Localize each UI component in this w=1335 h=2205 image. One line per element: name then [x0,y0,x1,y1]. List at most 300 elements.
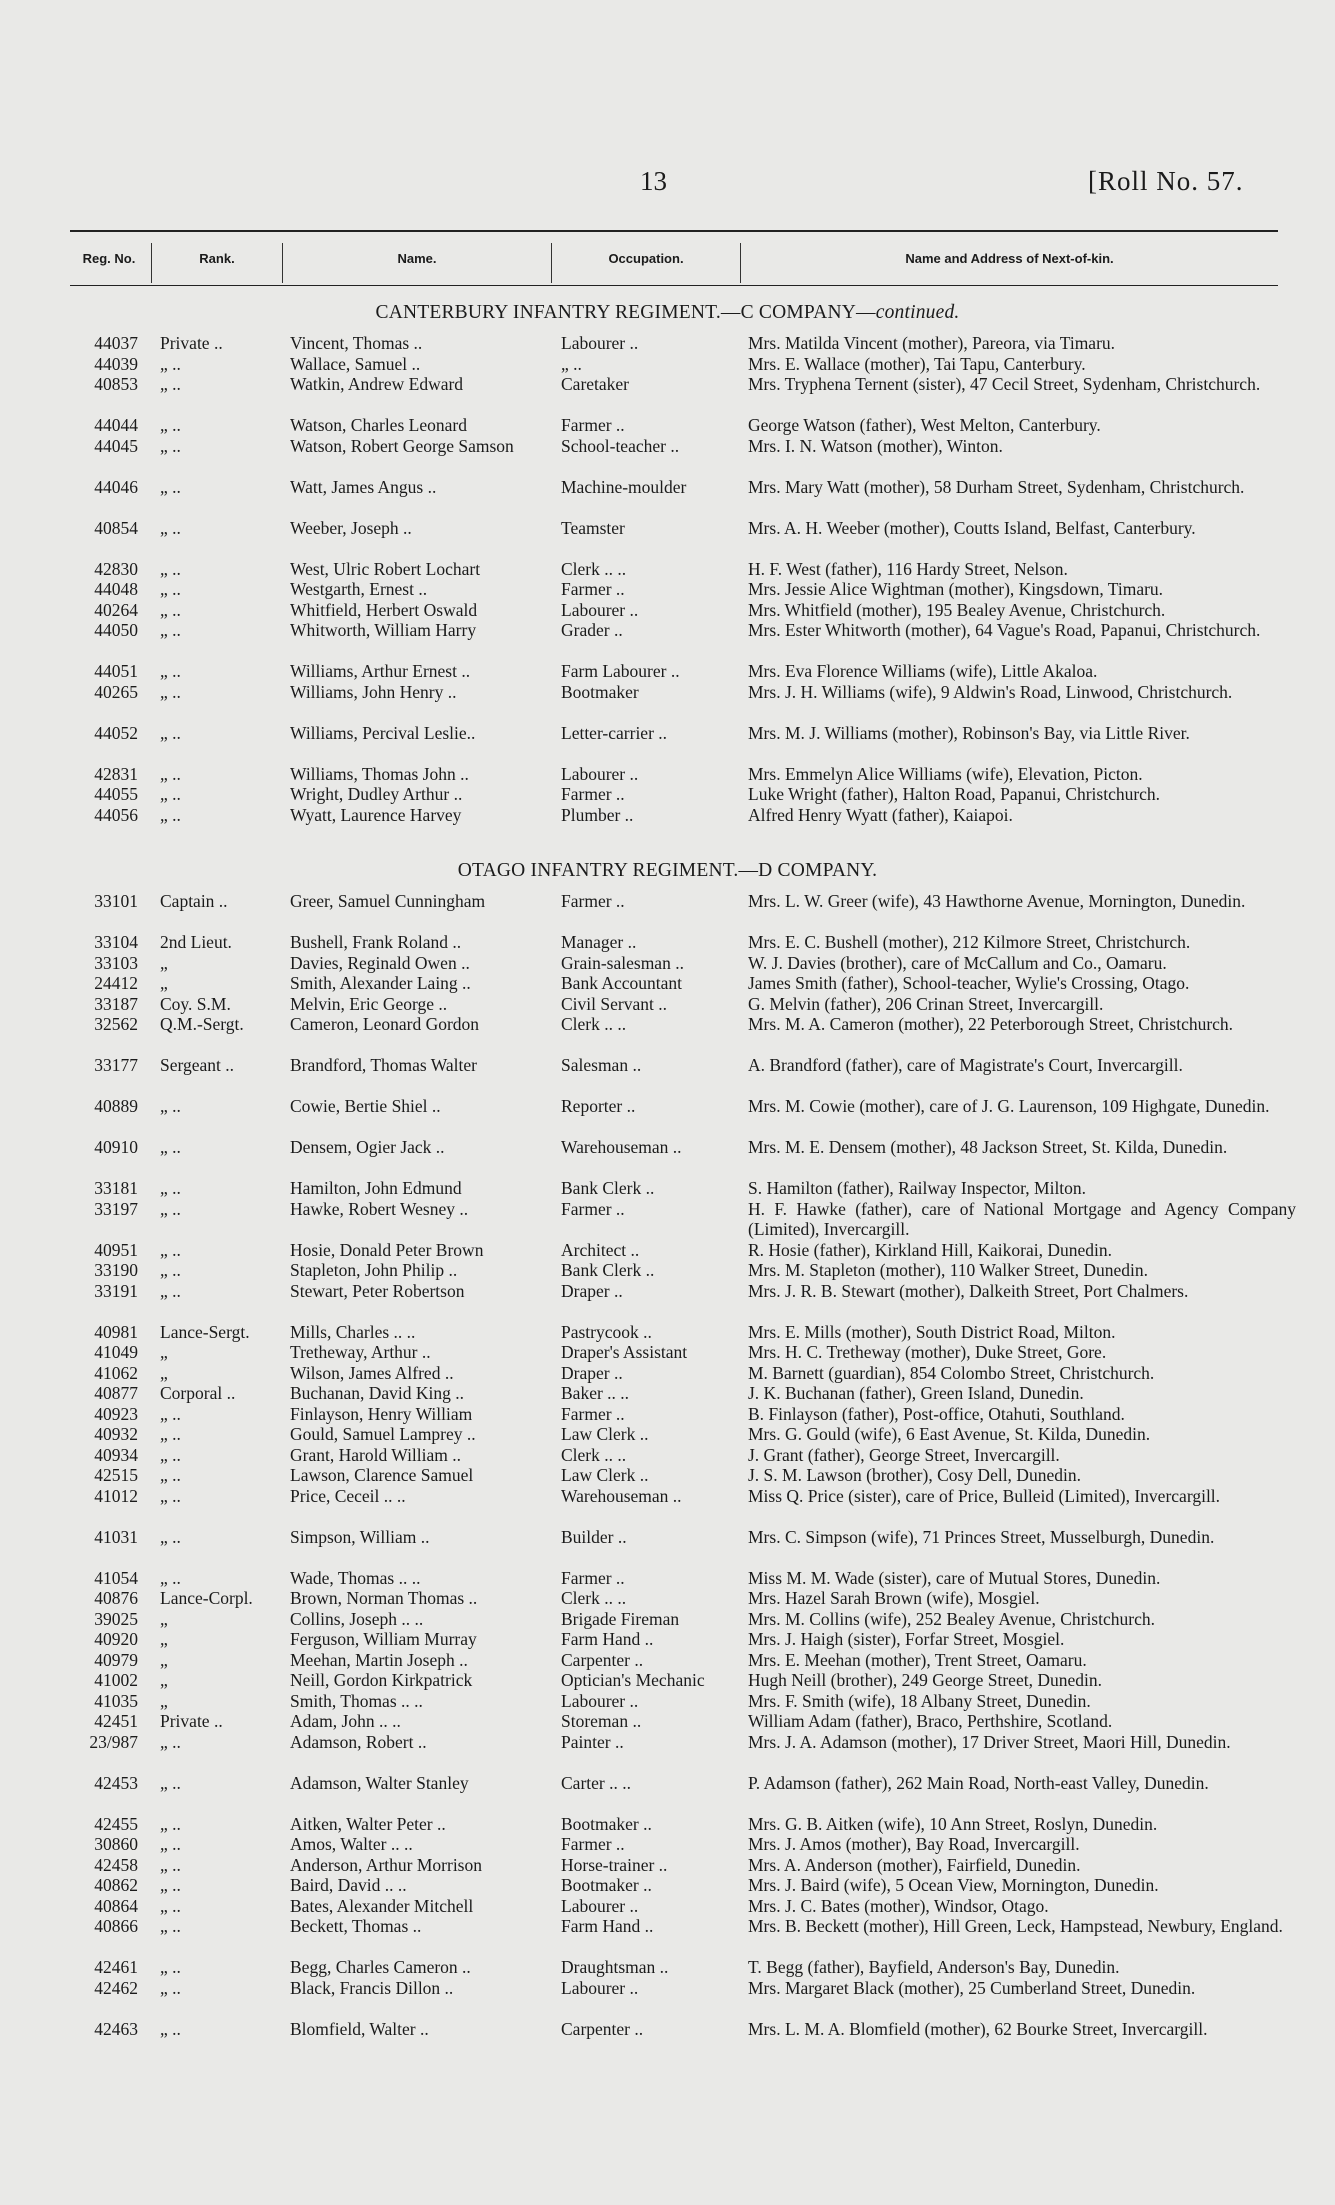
entry-name: Densem, Ogier Jack .. [290,1137,445,1157]
entry-name: Blomfield, Walter .. [290,2018,429,2039]
entry-occupation: Civil Servant .. [561,993,667,1014]
entry-rank: „ .. [160,722,181,743]
entry-name: Buchanan, David King .. [290,1383,464,1403]
entry-rank: „ [160,973,168,993]
entry-name: Williams, Arthur Ernest .. [290,661,471,681]
entry-occupation: „ .. [561,353,582,374]
entry-rank: Q.M.-Sergt. [160,1014,244,1034]
entry-rank: „ .. [160,2018,181,2039]
entry-reg-no: 41002 [94,1670,138,1690]
entry-next-of-kin: Mrs. J. Baird (wife), 5 Ocean View, Mornington, Dunedin. [748,1875,1159,1895]
entry-name: Watkin, Andrew Edward [290,374,464,394]
entry-name: Watt, James Angus .. [290,476,437,497]
entry-rank: „ .. [160,681,181,702]
entry-reg-no: 44051 [94,661,138,681]
entry-reg-no: 42453 [94,1772,138,1793]
entry-reg-no: 40866 [94,1916,138,1936]
entry-rank: „ .. [160,1957,181,1977]
entry-reg-no: 44039 [94,353,138,374]
entry-rank: „ .. [160,1854,181,1875]
entry-name: Wyatt, Laurence Harvey [290,804,462,825]
entry-reg-no: 40923 [94,1403,138,1424]
entry-next-of-kin: Mrs. Eva Florence Williams (wife), Little Akaloa. [748,661,1098,681]
entry-occupation: Salesman .. [561,1055,642,1075]
entry-next-of-kin: Mrs. Emmelyn Alice Williams (wife), Elevation, Picton. [748,763,1143,784]
entry-next-of-kin: Mrs. Jessie Alice Wightman (mother), Kingsdown, Timaru. [748,579,1164,599]
entry-next-of-kin: Miss Q. Price (sister), care of Price, Bulleid (Limited), Invercargill. [748,1485,1221,1506]
entry-rank: „ [160,1670,168,1690]
entry-next-of-kin: Mrs. H. C. Tretheway (mother), Duke Street, Gore. [748,1342,1107,1362]
entry-rank: „ .. [160,1403,181,1424]
entry-name: Watson, Charles Leonard [290,415,467,435]
entry-reg-no: 44055 [94,784,138,804]
entry-reg-no: 44048 [94,579,138,599]
entry-next-of-kin: Luke Wright (father), Halton Road, Papanui, Christchurch. [748,784,1161,804]
entry-rank: Captain .. [160,891,228,911]
entry-reg-no: 41049 [94,1342,138,1362]
entry-next-of-kin: M. Barnett (guardian), 854 Colombo Street, Christchurch. [748,1362,1155,1383]
entry-reg-no: 30860 [94,1834,138,1854]
entry-occupation: Law Clerk .. [561,1465,649,1485]
entry-name: Davies, Reginald Owen .. [290,952,470,973]
entry-rank: „ [160,952,168,973]
entry-occupation: Clerk .. .. [561,1588,627,1608]
entry-name: Wallace, Samuel .. [290,353,421,374]
entry-next-of-kin: Mrs. M. A. Cameron (mother), 22 Peterborough Street, Christchurch. [748,1014,1234,1034]
entry-rank: „ .. [160,1280,181,1301]
entry-next-of-kin: Miss M. M. Wade (sister), care of Mutual Stores, Dunedin. [748,1567,1161,1588]
entry-rank: „ .. [160,476,181,497]
entry-rank: „ .. [160,1260,181,1280]
entry-occupation: Carpenter .. [561,1649,644,1670]
entry-reg-no: 44052 [94,722,138,743]
entry-reg-no: 40979 [94,1649,138,1670]
entry-name: Grant, Harold William .. [290,1444,462,1465]
entry-next-of-kin: Mrs. A. H. Weeber (mother), Coutts Island, Belfast, Canterbury. [748,517,1196,538]
entry-next-of-kin: S. Hamilton (father), Railway Inspector, Milton. [748,1178,1087,1198]
entry-name: Baird, David .. .. [290,1875,407,1895]
entry-rank: „ .. [160,1198,181,1219]
entry-next-of-kin: Mrs. E. Wallace (mother), Tai Tapu, Canterbury. [748,353,1086,374]
entry-occupation: Machine-moulder [561,476,687,497]
entry-occupation: Warehouseman .. [561,1485,682,1506]
entry-name: Hawke, Robert Wesney .. [290,1198,469,1219]
entry-occupation: Labourer .. [561,1895,639,1916]
entry-occupation: Optician's Mechanic [561,1670,705,1690]
entry-reg-no: 44044 [94,415,138,435]
entry-occupation: Warehouseman .. [561,1137,682,1157]
entry-name: Simpson, William .. [290,1526,430,1547]
entry-next-of-kin: Mrs. Margaret Black (mother), 25 Cumberland Street, Dunedin. [748,1977,1196,1998]
entry-occupation: Farmer .. [561,1403,625,1424]
entry-occupation: Farmer .. [561,891,625,911]
header-next-of-kin: Name and Address of Next-of-kin. [905,251,1114,266]
entry-occupation: Draughtsman .. [561,1957,669,1977]
entry-occupation: Law Clerk .. [561,1424,649,1444]
entry-next-of-kin: Mrs. Tryphena Ternent (sister), 47 Cecil Street, Sydenham, Christchurch. [748,374,1261,394]
entry-occupation: Labourer .. [561,1690,639,1711]
entry-occupation: Pastrycook .. [561,1321,652,1342]
entry-rank: „ .. [160,1444,181,1465]
entry-rank: „ .. [160,620,181,640]
entry-name: Gould, Samuel Lamprey .. [290,1424,476,1444]
header-bottom-rule [70,285,1278,286]
entry-next-of-kin: Mrs. B. Beckett (mother), Hill Green, Leck, Hampstead, Newbury, England. [748,1916,1283,1936]
top-rule [70,230,1278,232]
entry-rank: „ .. [160,1916,181,1936]
entry-reg-no: 33177 [94,1055,138,1075]
entry-reg-no: 40862 [94,1875,138,1895]
entry-next-of-kin: Mrs. J. R. B. Stewart (mother), Dalkeith Street, Port Chalmers. [748,1280,1189,1301]
entry-rank: „ .. [160,1239,181,1260]
entry-next-of-kin: Mrs. L. M. A. Blomfield (mother), 62 Bourke Street, Invercargill. [748,2018,1208,2039]
entry-name: Smith, Thomas .. .. [290,1690,423,1711]
entry-name: Wright, Dudley Arthur .. [290,784,463,804]
entry-occupation: Grain-salesman .. [561,952,684,973]
entry-occupation: Farmer .. [561,1567,625,1588]
entry-name: Brown, Norman Thomas .. [290,1588,478,1608]
entry-reg-no: 44045 [94,435,138,456]
entry-occupation: Labourer .. [561,599,639,620]
entry-name: Price, Ceceil .. .. [290,1485,406,1506]
entry-next-of-kin: A. Brandford (father), care of Magistrate's Court, Invercargill. [748,1055,1183,1075]
header-name: Name. [397,251,437,266]
entry-occupation: Brigade Fireman [561,1608,680,1629]
entry-reg-no: 44050 [94,620,138,640]
entry-rank: Coy. S.M. [160,993,231,1014]
entry-reg-no: 42455 [94,1813,138,1834]
entry-occupation: Baker .. .. [561,1383,630,1403]
entry-next-of-kin: Mrs. J. C. Bates (mother), Windsor, Otago. [748,1895,1049,1916]
entry-reg-no: 41012 [94,1485,138,1506]
entry-name: Wade, Thomas .. .. [290,1567,421,1588]
entry-next-of-kin: J. K. Buchanan (father), Green Island, Dunedin. [748,1383,1084,1403]
entry-next-of-kin: Mrs. E. Meehan (mother), Trent Street, Oamaru. [748,1649,1087,1670]
section-title [0,302,1335,324]
entry-rank: Corporal .. [160,1383,236,1403]
entry-rank: „ .. [160,661,181,681]
roll-number: [Roll No. 57. [1088,166,1244,196]
entry-rank: „ .. [160,1895,181,1916]
entry-name: Stapleton, John Philip .. [290,1260,458,1280]
entry-occupation: Labourer .. [561,333,639,353]
entry-next-of-kin: Mrs. M. Collins (wife), 252 Bealey Avenue, Christchurch. [748,1608,1155,1629]
entry-reg-no: 41062 [94,1362,138,1383]
entry-next-of-kin: Mrs. Hazel Sarah Brown (wife), Mosgiel. [748,1588,1040,1608]
entry-rank: „ .. [160,517,181,538]
entry-occupation: Draper .. [561,1362,623,1383]
entry-rank: 2nd Lieut. [160,932,232,952]
entry-occupation: Painter .. [561,1731,624,1752]
entry-rank: „ .. [160,784,181,804]
entry-rank: „ [160,1362,168,1383]
entry-occupation: Farm Labourer .. [561,661,680,681]
entry-rank: „ .. [160,1834,181,1854]
entry-name: Ferguson, William Murray [290,1629,477,1649]
entry-reg-no: 42515 [94,1465,138,1485]
entry-name: Williams, Thomas John .. [290,763,469,784]
header-reg-no: Reg. No. [82,251,136,266]
entry-occupation: Bank Clerk .. [561,1260,655,1280]
entry-reg-no: 40981 [94,1321,138,1342]
entry-occupation: Teamster [561,517,625,538]
entry-rank: „ .. [160,435,181,456]
entry-rank: „ .. [160,763,181,784]
entry-next-of-kin: H. F. West (father), 116 Hardy Street, Nelson. [748,558,1068,579]
entry-reg-no: 40853 [94,374,138,394]
entry-occupation: Bank Clerk .. [561,1178,655,1198]
entry-next-of-kin: Mrs. M. E. Densem (mother), 48 Jackson Street, St. Kilda, Dunedin. [748,1137,1228,1157]
entry-name: Whitfield, Herbert Oswald [290,599,478,620]
entry-occupation: Clerk .. .. [561,1444,627,1465]
entry-reg-no: 42830 [94,558,138,579]
entry-occupation: Bootmaker .. [561,1875,652,1895]
entry-name: Lawson, Clarence Samuel [290,1465,474,1485]
entry-occupation: Carter .. .. [561,1772,631,1793]
entry-name: Cowie, Bertie Shiel .. [290,1096,441,1116]
entry-next-of-kin: Mrs. M. Cowie (mother), care of J. G. Laurenson, 109 Highgate, Dunedin. [748,1096,1270,1116]
entry-occupation: Draper's Assistant [561,1342,688,1362]
entry-rank: „ .. [160,579,181,599]
entry-name: Weeber, Joseph .. [290,517,412,538]
entry-reg-no: 42451 [94,1711,138,1731]
entry-rank: „ [160,1608,168,1629]
entry-occupation: Builder .. [561,1526,627,1547]
entry-next-of-kin: J. Grant (father), George Street, Invercargill. [748,1444,1060,1465]
entry-rank: „ [160,1342,168,1362]
entry-reg-no: 33101 [94,891,138,911]
entry-rank: „ .. [160,804,181,825]
entry-rank: „ .. [160,353,181,374]
entry-occupation: Farmer .. [561,1834,625,1854]
entry-reg-no: 33190 [94,1260,138,1280]
entry-reg-no: 40264 [94,599,138,620]
entry-next-of-kin: Mrs. Ester Whitworth (mother), 64 Vague's Road, Papanui, Christchurch. [748,620,1261,640]
entry-name: Bushell, Frank Roland .. [290,932,462,952]
entry-occupation: Horse-trainer .. [561,1854,668,1875]
entry-occupation: Farmer .. [561,415,625,435]
entry-occupation: Farmer .. [561,1198,625,1219]
page-number: 13 [640,166,667,196]
entry-next-of-kin: Mrs. J. H. Williams (wife), 9 Aldwin's Road, Linwood, Christchurch. [748,681,1233,702]
entry-next-of-kin: Mrs. J. Amos (mother), Bay Road, Invercargill. [748,1834,1080,1854]
entry-name: Greer, Samuel Cunningham [290,891,486,911]
entry-reg-no: 42462 [94,1977,138,1998]
entry-name: Melvin, Eric George .. [290,993,448,1014]
entry-next-of-kin: Mrs. M. Stapleton (mother), 110 Walker Street, Dunedin. [748,1260,1149,1280]
entry-occupation: Farm Hand .. [561,1916,654,1936]
entry-reg-no: 42458 [94,1854,138,1875]
entry-next-of-kin: R. Hosie (father), Kirkland Hill, Kaikorai, Dunedin. [748,1239,1113,1260]
entry-name: Neill, Gordon Kirkpatrick [290,1670,473,1690]
entry-rank: „ .. [160,599,181,620]
entry-name: Tretheway, Arthur .. [290,1342,431,1362]
entry-rank: „ .. [160,1731,181,1752]
entry-rank: „ .. [160,1178,181,1198]
entry-rank: „ .. [160,1424,181,1444]
header-rank: Rank. [199,251,235,266]
entry-reg-no: 40932 [94,1424,138,1444]
entry-next-of-kin: Alfred Henry Wyatt (father), Kaiapoi. [748,804,1013,825]
entry-rank: „ [160,1629,168,1649]
entry-occupation: Draper .. [561,1280,623,1301]
entry-next-of-kin: George Watson (father), West Melton, Canterbury. [748,415,1101,435]
entry-name: Beckett, Thomas .. [290,1916,422,1936]
entry-name: Hosie, Donald Peter Brown [290,1239,484,1260]
entry-name: Adam, John .. .. [290,1711,401,1731]
entry-name: Vincent, Thomas .. [290,333,423,353]
entry-reg-no: 41035 [94,1690,138,1711]
entry-rank: „ .. [160,1096,181,1116]
entry-occupation: Bootmaker [561,681,639,702]
section-title-text: OTAGO INFANTRY REGIMENT.—D COMPANY. [457,860,878,881]
entry-name: Begg, Charles Cameron .. [290,1957,471,1977]
entry-rank: Lance-Corpl. [160,1588,253,1608]
entry-next-of-kin: Mrs. I. N. Watson (mother), Winton. [748,435,1003,456]
entry-name: Whitworth, William Harry [290,620,477,640]
entry-reg-no: 23/987 [89,1731,138,1752]
entry-name: Williams, Percival Leslie.. [290,722,476,743]
entry-occupation: Clerk .. .. [561,558,627,579]
entry-name: Meehan, Martin Joseph .. [290,1649,468,1670]
entry-next-of-kin: P. Adamson (father), 262 Main Road, North-east Valley, Dunedin. [748,1772,1209,1793]
entry-next-of-kin: Hugh Neill (brother), 249 George Street, Dunedin. [748,1670,1102,1690]
entry-reg-no: 33187 [94,993,138,1014]
entry-rank: „ .. [160,558,181,579]
entry-reg-no: 40864 [94,1895,138,1916]
entry-next-of-kin: Mrs. F. Smith (wife), 18 Albany Street, Dunedin. [748,1690,1091,1711]
entry-name: Smith, Alexander Laing .. [290,973,471,993]
entry-name: Cameron, Leonard Gordon [290,1014,480,1034]
entry-rank: „ .. [160,1567,181,1588]
entry-next-of-kin: Mrs. E. Mills (mother), South District Road, Milton. [748,1321,1116,1342]
entry-next-of-kin: Mrs. A. Anderson (mother), Fairfield, Dunedin. [748,1854,1081,1875]
entry-name: West, Ulric Robert Lochart [290,558,481,579]
entry-occupation: Bootmaker .. [561,1813,652,1834]
entry-next-of-kin: Mrs. G. B. Aitken (wife), 10 Ann Street, Roslyn, Dunedin. [748,1813,1158,1834]
entry-name: Finlayson, Henry William [290,1403,473,1424]
entry-next-of-kin: Mrs. Matilda Vincent (mother), Pareora, via Timaru. [748,333,1116,353]
entry-next-of-kin: James Smith (father), School-teacher, Wylie's Crossing, Otago. [748,973,1190,993]
entry-next-of-kin: Mrs. L. W. Greer (wife), 43 Hawthorne Avenue, Mornington, Dunedin. [748,891,1246,911]
entry-rank: „ .. [160,374,181,394]
entry-rank: „ .. [160,415,181,435]
entry-reg-no: 40877 [94,1383,138,1403]
entry-name: Aitken, Walter Peter .. [290,1813,446,1834]
entry-name: Anderson, Arthur Morrison [290,1854,482,1875]
entry-occupation: Farm Hand .. [561,1629,654,1649]
entry-next-of-kin: J. S. M. Lawson (brother), Cosy Dell, Dunedin. [748,1465,1081,1485]
entry-reg-no: 33104 [94,932,138,952]
entry-reg-no: 40889 [94,1096,138,1116]
entry-name: Adamson, Robert .. [290,1731,427,1752]
entry-occupation: Letter-carrier .. [561,722,668,743]
entry-next-of-kin: G. Melvin (father), 206 Crinan Street, Invercargill. [748,993,1104,1014]
entry-reg-no: 40951 [94,1239,138,1260]
entry-name: Wilson, James Alfred .. [290,1362,454,1383]
entry-name: Stewart, Peter Robertson [290,1280,465,1301]
entry-name: Amos, Walter .. .. [290,1834,413,1854]
entry-reg-no: 44046 [94,476,138,497]
entry-rank: „ .. [160,1772,181,1793]
entry-occupation: Manager .. [561,932,637,952]
entry-reg-no: 44037 [94,333,138,353]
entry-reg-no: 33197 [94,1198,138,1219]
entry-occupation: Reporter .. [561,1096,636,1116]
entry-next-of-kin: Mrs. Whitfield (mother), 195 Bealey Avenue, Christchurch. [748,599,1166,620]
entry-reg-no: 42463 [94,2018,138,2039]
entry-next-of-kin: W. J. Davies (brother), care of McCallum and Co., Oamaru. [748,952,1167,973]
entry-reg-no: 40920 [94,1629,138,1649]
entry-rank: „ .. [160,1137,181,1157]
entry-occupation: Labourer .. [561,1977,639,1998]
entry-occupation: Carpenter .. [561,2018,644,2039]
entry-occupation: Farmer .. [561,784,625,804]
entry-occupation: Labourer .. [561,763,639,784]
entry-reg-no: 44056 [94,804,138,825]
entry-occupation: Architect .. [561,1239,640,1260]
entry-reg-no: 33103 [94,952,138,973]
entry-rank: „ .. [160,1813,181,1834]
entry-rank: Lance-Sergt. [160,1321,250,1342]
entry-occupation: Plumber .. [561,804,634,825]
entry-next-of-kin: H. F. Hawke (father), care of National Mortgage and Agency Company (Limited), Invercargill. [748,1198,1296,1239]
entry-occupation: Clerk .. .. [561,1014,627,1034]
entry-next-of-kin: Mrs. C. Simpson (wife), 71 Princes Street, Musselburgh, Dunedin. [748,1526,1215,1547]
entry-occupation: Storeman .. [561,1711,642,1731]
entry-name: Black, Francis Dillon .. [290,1977,454,1998]
entry-reg-no: 41054 [94,1567,138,1588]
entry-next-of-kin: Mrs. M. J. Williams (mother), Robinson's Bay, via Little River. [748,722,1190,743]
section-title [0,860,1335,882]
entry-reg-no: 40934 [94,1444,138,1465]
entry-rank: Sergeant .. [160,1055,235,1075]
entry-name: Hamilton, John Edmund [290,1178,462,1198]
entry-reg-no: 32562 [94,1014,138,1034]
entry-reg-no: 42831 [94,763,138,784]
entry-name: Westgarth, Ernest .. [290,579,428,599]
entry-next-of-kin: Mrs. J. A. Adamson (mother), 17 Driver Street, Maori Hill, Dunedin. [748,1731,1231,1752]
entry-rank: Private .. [160,333,223,353]
entry-name: Mills, Charles .. .. [290,1321,416,1342]
entry-next-of-kin: Mrs. Mary Watt (mother), 58 Durham Street, Sydenham, Christchurch. [748,476,1245,497]
entry-rank: „ .. [160,1977,181,1998]
entry-reg-no: 24412 [94,973,138,993]
entry-occupation: Caretaker [561,374,630,394]
entry-reg-no: 40265 [94,681,138,702]
entry-reg-no: 33191 [94,1280,138,1301]
entry-reg-no: 40854 [94,517,138,538]
entry-rank: „ [160,1649,168,1670]
entry-name: Brandford, Thomas Walter [290,1055,477,1075]
entry-next-of-kin: William Adam (father), Braco, Perthshire, Scotland. [748,1711,1113,1731]
entry-occupation: School-teacher .. [561,435,680,456]
entry-reg-no: 39025 [94,1608,138,1629]
entry-next-of-kin: B. Finlayson (father), Post-office, Otahuti, Southland. [748,1403,1125,1424]
entry-next-of-kin: Mrs. G. Gould (wife), 6 East Avenue, St. Kilda, Dunedin. [748,1424,1151,1444]
entry-name: Collins, Joseph .. .. [290,1608,424,1629]
entry-name: Adamson, Walter Stanley [290,1772,469,1793]
entry-rank: „ .. [160,1526,181,1547]
entry-reg-no: 42461 [94,1957,138,1977]
entry-name: Watson, Robert George Samson [290,435,514,456]
entry-occupation: Grader .. [561,620,623,640]
entry-next-of-kin: Mrs. J. Haigh (sister), Forfar Street, Mosgiel. [748,1629,1065,1649]
entry-name: Bates, Alexander Mitchell [290,1895,474,1916]
section-title-continued: continued. [875,302,960,323]
entry-next-of-kin: T. Begg (father), Bayfield, Anderson's Bay, Dunedin. [748,1957,1120,1977]
entry-rank: Private .. [160,1711,223,1731]
